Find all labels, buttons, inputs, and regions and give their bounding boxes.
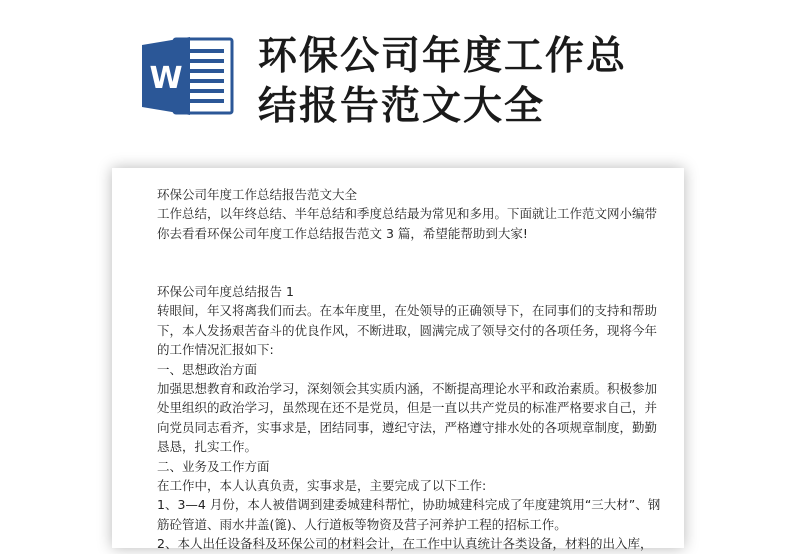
doc-line: 2、本人出任设备科及环保公司的材料会计，在工作中认真统计各类设备，材料的出入库， [157, 536, 653, 552]
word-document-icon [140, 35, 236, 117]
page-title [258, 32, 678, 132]
doc-line: 恳恳，扎实工作。 [157, 439, 258, 455]
doc-line: 工作总结，以年终总结、半年总结和季度总结最为常见和多用。下面就让工作范文网小编带 [157, 206, 658, 222]
doc-blank-line [157, 243, 657, 282]
document-body [157, 185, 661, 554]
header [0, 0, 800, 150]
doc-line: 筋砼管道、雨水井盖(篦)、人行道板等物资及营子河养护工程的招标工作。 [157, 516, 567, 532]
doc-line: 环保公司年度总结报告 1 [157, 284, 294, 300]
doc-line: 一、思想政治方面 [157, 361, 258, 377]
doc-line: 加强思想教育和政治学习，深刻领会其实质内涵，不断提高理论水平和政治素质。积极参加 [157, 381, 658, 397]
doc-line: 你去看看环保公司年度工作总结报告范文 3 篇，希望能帮助到大家! [157, 225, 528, 241]
doc-line: 二、业务及工作方面 [157, 458, 270, 474]
doc-line: 处里组织的政治学习，虽然现在还不是党员，但是一直以共产党员的标准严格要求自己，并 [157, 400, 658, 416]
doc-line: 的工作情况汇报如下: [157, 342, 274, 358]
doc-line: 在工作中，本人认真负责，实事求是，主要完成了以下工作: [157, 478, 487, 494]
doc-line: 转眼间，年又将离我们而去。在本年度里，在处领导的正确领导下，在同事们的支持和帮助 [157, 303, 658, 319]
page-title-line-2: 结报告范文大全 [258, 84, 546, 129]
doc-line: 下，本人发扬艰苦奋斗的优良作风，不断进取，圆满完成了领导交付的各项任务，现将今年 [157, 322, 658, 338]
doc-line: 环保公司年度工作总结报告范文大全 [157, 187, 358, 202]
doc-line: 1、3—4 月份，本人被借调到建委城建科帮忙，协助城建科完成了年度建筑用“三大材”、钢 [157, 497, 661, 513]
word-icon-letter: W [149, 61, 183, 96]
doc-line: 向党员同志看齐，实事求是，团结同事，遵纪守法，严格遵守排水处的各项规章制度，勤勤 [157, 419, 658, 435]
page-title-line-1: 环保公司年度工作总 [258, 34, 628, 79]
